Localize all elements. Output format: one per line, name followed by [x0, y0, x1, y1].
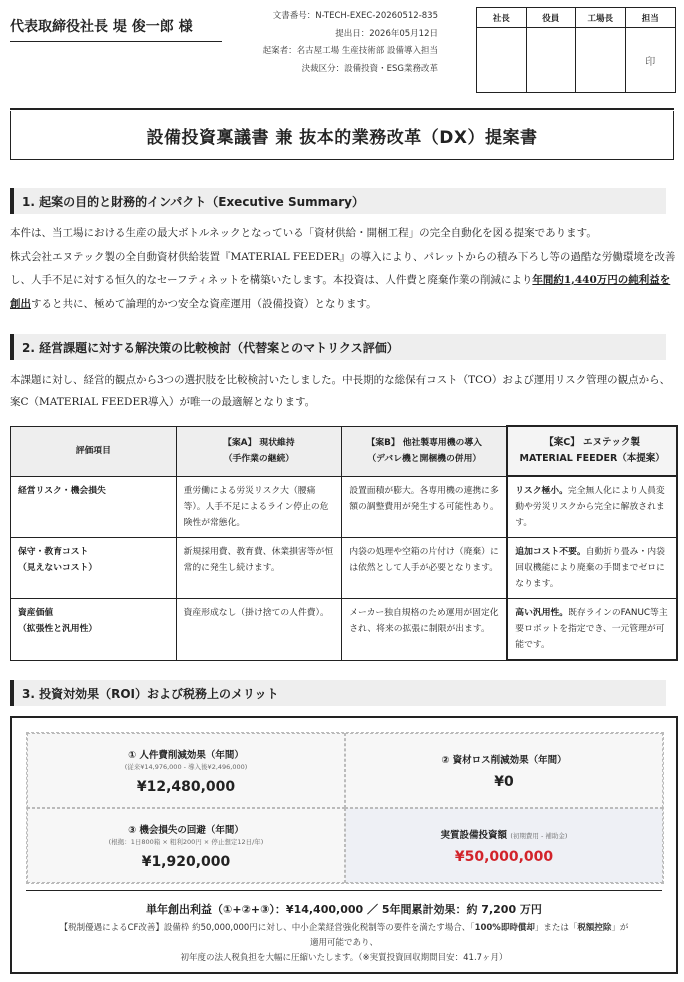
p2-text-a: 株式会社エヌテック製の全自動資材供給装置『MATERIAL FEEDER』の導入により、パレットからの積み下ろし等の過酷な労働環境を改善し、人手不足に対する恒久的なセーフティネットを構築いたします。本投資は、人件費と廃棄作業の削減により	[10, 250, 676, 286]
roi-investment	[345, 808, 663, 883]
cell-plan-c	[507, 538, 677, 599]
stamp-box-staff: 印	[645, 56, 656, 68]
roi-labor-savings	[27, 733, 345, 808]
submit-date: 提出日：2026年05月12日	[335, 28, 438, 39]
roi-investment-title	[441, 827, 568, 841]
section-1-heading: 1. 起案の目的と財務的インパクト（Executive Summary）	[10, 188, 666, 214]
col-header-plan-b	[342, 426, 508, 476]
tax-immediate-depreciation: 100%即時償却	[474, 923, 535, 933]
plan-c-detail: 既存ラインのFANUC等主要ロボットを指定でき、一元管理が可能です。	[515, 608, 668, 650]
approval-header-staff: 担当	[626, 8, 676, 28]
roi-summary-title: 単年創出利益（①+②+③）：¥14,400,000 ／ 5年間累計効果：約 7,200 万円	[146, 903, 542, 916]
roi-labor-value: ¥12,480,000	[136, 778, 236, 795]
cell-plan-b: 設置面積が膨大。各専用機の連携に多額の調整費用が発生する可能性あり。	[342, 476, 508, 538]
col-header-plan-a	[176, 426, 342, 476]
roi-opportunity-basis: (根拠：1日800箱 × 粗利200円 × 停止想定12日/年)	[108, 837, 264, 846]
section-1-paragraph-2	[10, 246, 676, 317]
roi-labor-basis: (従来¥14,976,000 - 導入後¥2,496,000)	[124, 762, 248, 771]
tax-note-line-2: 適用可能であり、	[309, 938, 378, 948]
section-2-intro: 本課題に対し、経営的観点から3つの選択肢を比較検討いたしました。中長期的な総保有コスト（TCO）および運用リスク管理の観点から、案C（MATERIAL FEEDER導入）が唯一の最適解となります。	[10, 374, 671, 408]
roi-investment-value: ¥50,000,000	[454, 848, 554, 865]
header-divider	[10, 108, 674, 110]
roi-grid	[26, 732, 664, 884]
net-profit-highlight: 年間約1,440万円の純利益を創出	[10, 274, 671, 310]
plan-c-detail: 自動折り畳み・内袋回収機能により廃棄の手間までゼロになります。	[515, 547, 665, 589]
cell-plan-b: メーカー独自規格のため運用が固定化され、将来の拡張に制限が出ます。	[342, 599, 508, 661]
roi-opportunity-loss	[27, 808, 345, 883]
col-header-item: 評価項目	[11, 426, 177, 476]
investment-title-sub: (初期費用 - 補助金)	[510, 831, 568, 840]
roi-box	[10, 716, 678, 974]
row-label	[11, 538, 177, 599]
cell-plan-b: 内袋の処理や空箱の片付け（廃棄）には依然として人手が必要となります。	[342, 538, 508, 599]
cell-plan-a: 新規採用費、教育費、休業損害等が恒常的に発生し続けます。	[176, 538, 342, 599]
tax-note	[26, 921, 662, 966]
roi-material-value: ¥0	[494, 773, 514, 790]
row-label-line-1: 経営リスク・機会損失	[18, 485, 106, 496]
investment-title-text: 実質設備投資額	[440, 829, 508, 841]
roi-labor-title: ① 人件費削減効果（年間）	[128, 749, 244, 761]
roi-summary	[26, 890, 662, 966]
tax-note-text-a: 【税制優遇によるCF改善】設備枠 約50,000,000円に対し、中小企業経営強化税制等の要件を満たす場合、「	[59, 923, 475, 933]
plan-c-title: 【案C】 エヌテック製	[544, 437, 641, 448]
row-label-line-1: 資産価値	[18, 608, 54, 618]
section-2-heading: 2. 経営課題に対する解決策の比較検討（代替案とのマトリクス評価）	[10, 334, 666, 360]
plan-c-key-point: 追加コスト不要。	[515, 547, 586, 557]
row-label-line-2: （見えないコスト）	[18, 563, 98, 573]
plan-c-key-point: リスク極小。	[515, 486, 568, 496]
tax-note-line-1	[26, 921, 662, 936]
approval-header-plant-manager: 工場長	[576, 8, 626, 28]
section-1-body	[10, 222, 676, 316]
stamp-box-president	[477, 28, 527, 92]
addressee: 代表取締役社長 堤 俊一郎 様	[10, 16, 222, 42]
plan-c-key-point: 高い汎用性。	[515, 608, 569, 618]
cell-plan-a: 資産形成なし（掛け捨ての人件費）。	[176, 599, 342, 661]
approval-stamp-table	[476, 7, 676, 93]
table-row	[11, 476, 678, 538]
plan-c-detail: 完全無人化により人員変動や労災リスクから完全に解放されます。	[515, 486, 665, 528]
comparison-matrix	[10, 425, 678, 661]
plan-b-subtitle: （デバレ機と開梱機の併用）	[367, 454, 482, 464]
document-meta	[263, 8, 438, 78]
doc-number: 文書番号：N-TECH-EXEC-20260512-835	[272, 11, 438, 21]
row-label	[11, 476, 177, 538]
proposer: 起案者：名古屋工場 生産技術部 設備導入担当	[262, 46, 438, 56]
roi-opportunity-value: ¥1,920,000	[141, 853, 231, 870]
roi-opportunity-title: ③ 機会損失の回避（年間）	[128, 824, 244, 836]
tax-note-text-c: 」または「	[534, 923, 578, 933]
approval-header-executive: 役員	[527, 8, 577, 28]
row-label	[11, 599, 177, 661]
cell-plan-c	[507, 599, 677, 661]
p2-text-b: すると共に、極めて論理的かつ安全な資産運用（設備投資）となります。	[31, 297, 377, 310]
approval-header-president: 社長	[477, 8, 527, 28]
section-1-paragraph-1: 本件は、当工場における生産の最大ボトルネックとなっている「資材供給・開梱工程」の完全自動化を図る提案であります。	[10, 227, 597, 239]
tax-credit: 税額控除	[577, 923, 612, 933]
row-label-line-1: 保守・教育コスト	[18, 547, 89, 557]
plan-a-title: 【案A】 現状維持	[223, 438, 295, 448]
col-header-plan-c	[507, 426, 677, 476]
section-3-heading: 3. 投資対効果（ROI）および税務上のメリット	[10, 680, 666, 706]
table-row	[11, 599, 678, 661]
row-label-line-2: （拡張性と汎用性）	[18, 624, 98, 634]
approval-category: 決裁区分：設備投資・ESG業務改革	[301, 63, 438, 74]
plan-a-subtitle: （手作業の継続）	[223, 454, 295, 464]
cell-plan-a: 重労働による労災リスク大（腰痛等）。人手不足によるライン停止の危険性が常態化。	[176, 476, 342, 538]
document-title: 設備投資稟議書 兼 抜本的業務改革（DX）提案書	[10, 111, 674, 160]
plan-b-title: 【案B】 他社製専用機の導入	[366, 438, 482, 448]
matrix-header-row	[11, 426, 678, 476]
table-row	[11, 538, 678, 599]
roi-material-title: ② 資材ロス削減効果（年間）	[441, 754, 567, 766]
cell-plan-c	[507, 476, 677, 538]
stamp-box-executive	[527, 28, 577, 92]
plan-c-subtitle: MATERIAL FEEDER（本提案）	[519, 453, 665, 464]
tax-note-text-e: 」が	[611, 923, 629, 933]
stamp-box-plant-manager	[576, 28, 626, 92]
tax-note-line-3: 初年度の法人税負担を大幅に圧縮いたします。（※実質投資回収期間目安：41.7ヶ月）	[180, 953, 508, 963]
roi-material-loss	[345, 733, 663, 808]
